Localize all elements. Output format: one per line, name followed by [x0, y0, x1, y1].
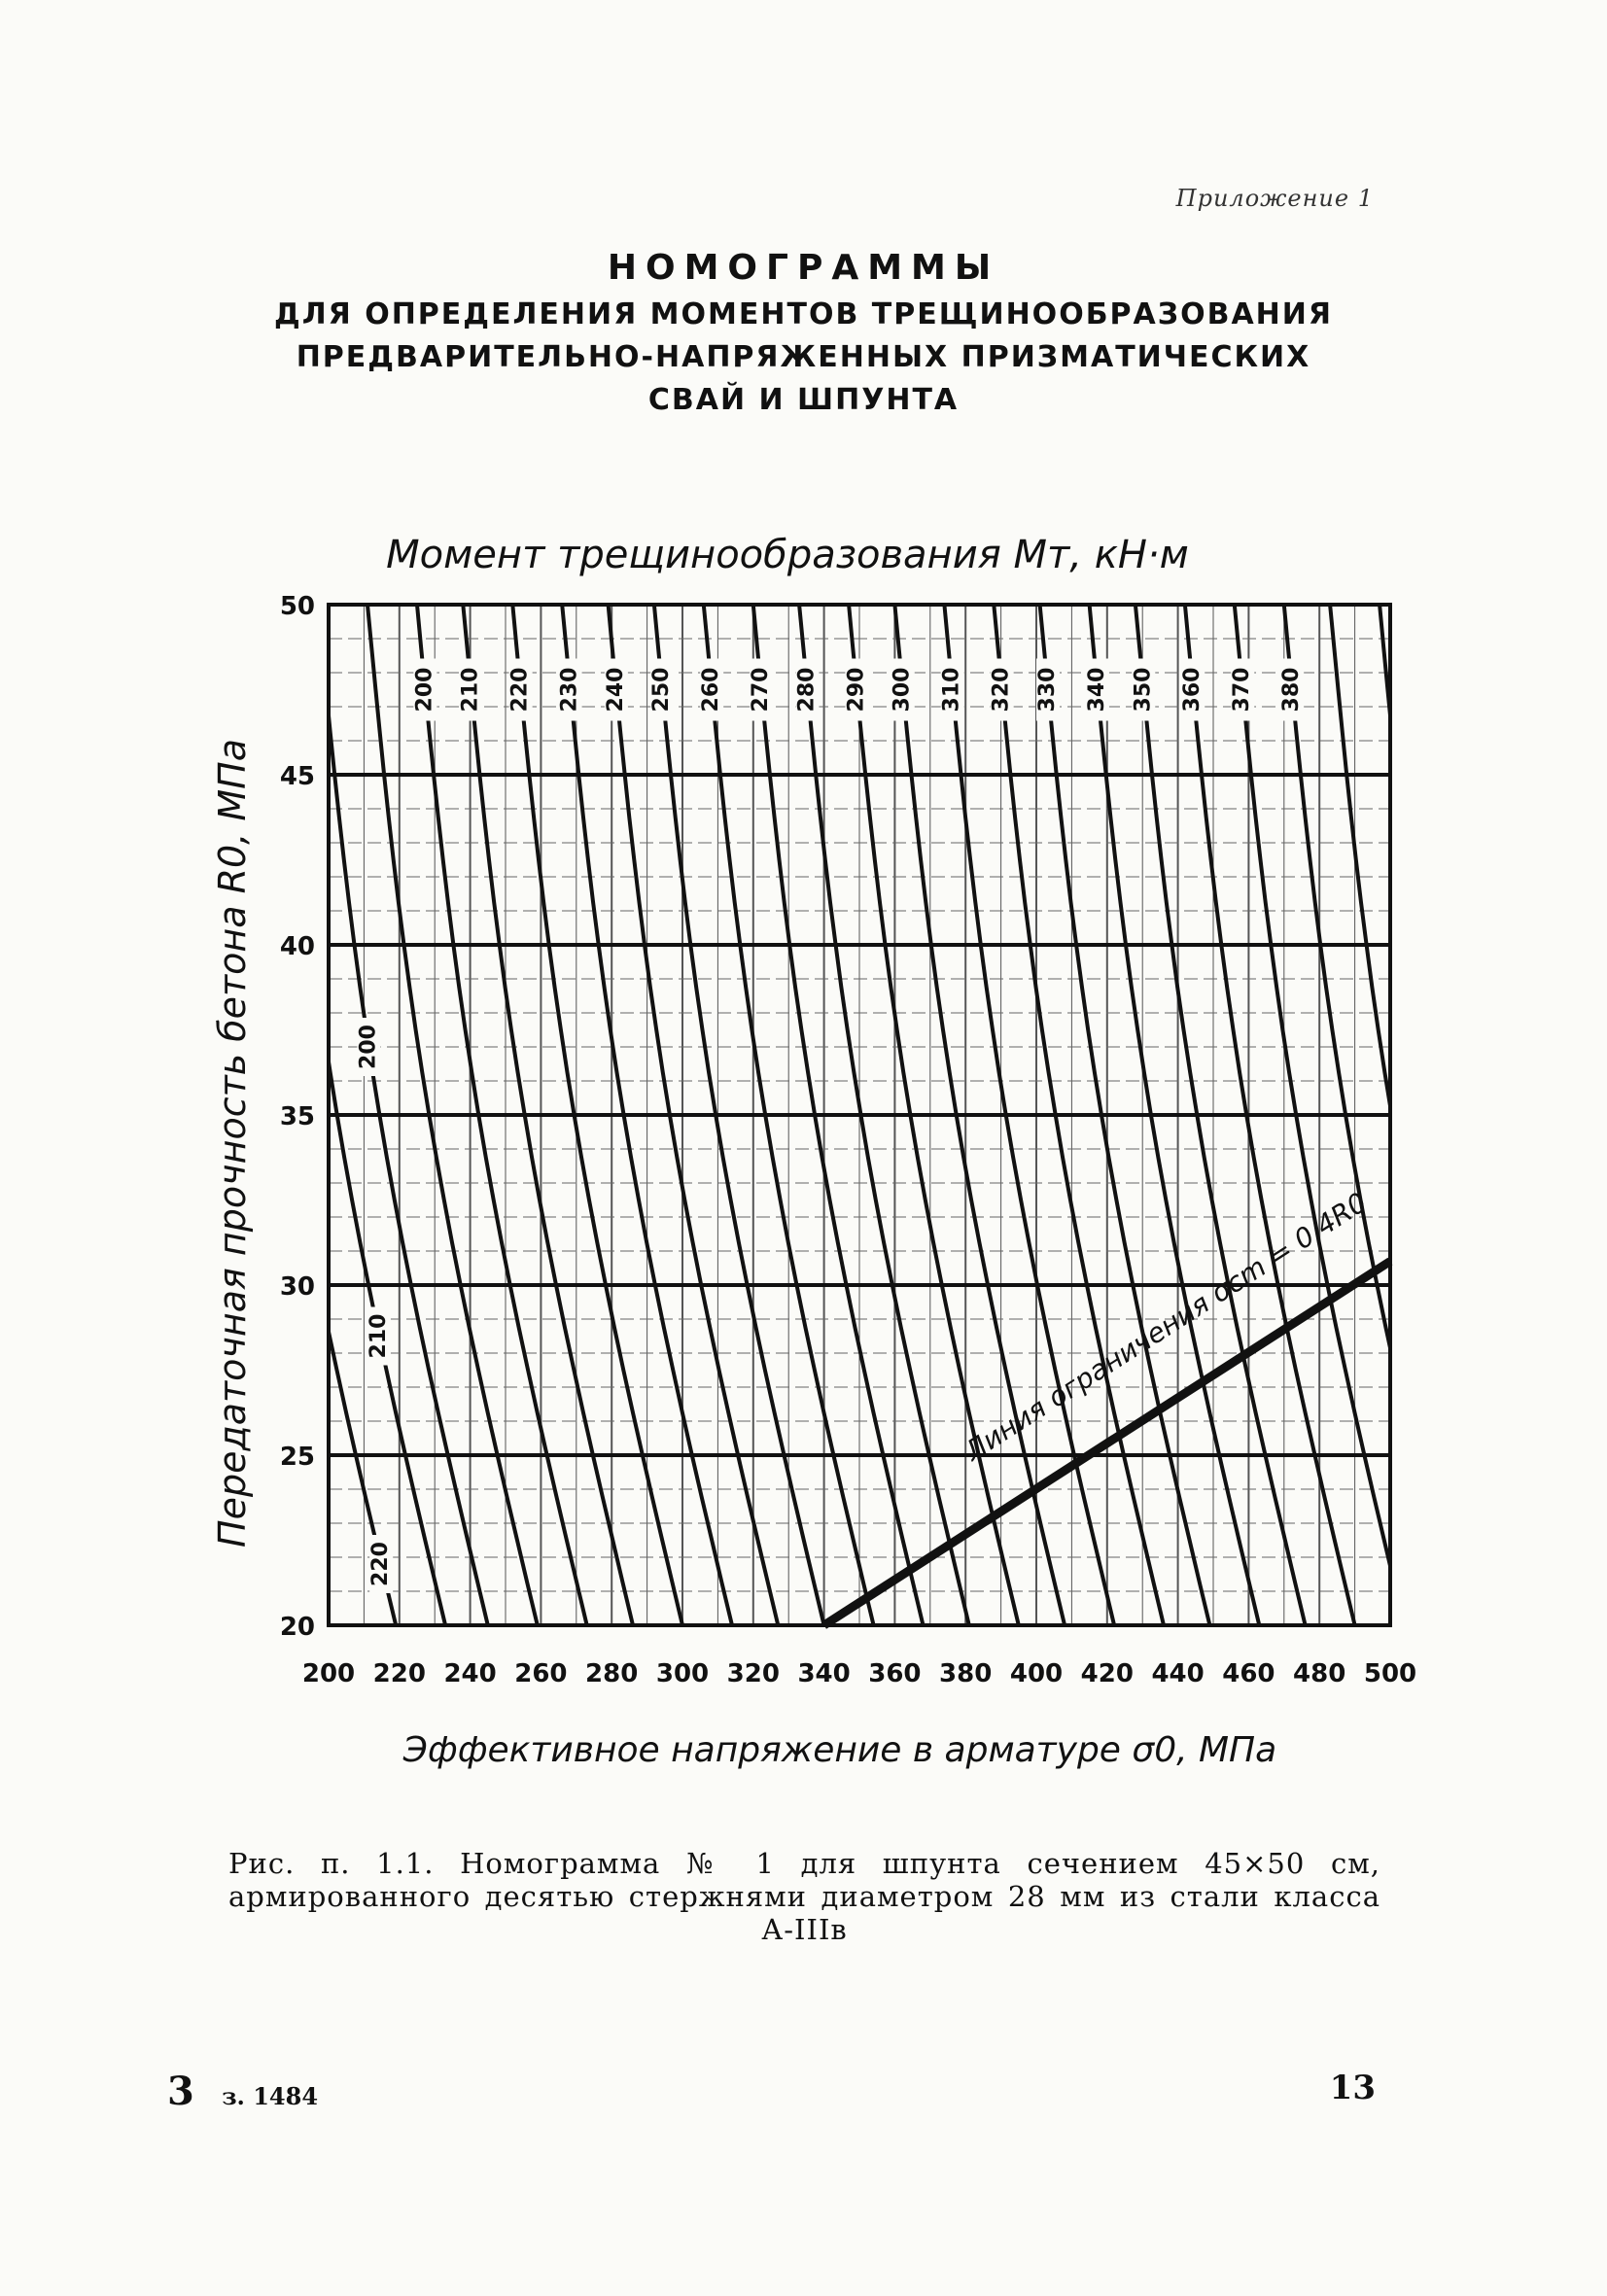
isoline-label: 320	[989, 667, 1014, 713]
title-line: ДЛЯ ОПРЕДЕЛЕНИЯ МОМЕНТОВ ТРЕЩИНООБРАЗОВАНИЯ	[274, 297, 1333, 331]
isoline	[1380, 605, 1550, 1625]
x-tick-label: 220	[372, 1659, 426, 1688]
footer-left	[167, 2069, 318, 2114]
isoline-label: 200	[356, 1025, 381, 1069]
isoline-label: 220	[507, 667, 533, 713]
x-tick-label: 260	[514, 1659, 568, 1688]
x-tick-label: 400	[1009, 1659, 1064, 1688]
isoline-label: 260	[699, 667, 724, 713]
x-tick-label: 460	[1222, 1659, 1275, 1688]
isoline-label: 300	[890, 667, 915, 713]
title-line: СВАЙ И ШПУНТА	[647, 383, 960, 417]
page-title: НОМОГРАММЫ	[607, 248, 1000, 288]
order-number: з. 1484	[222, 2082, 319, 2110]
isoline-label: 280	[794, 667, 820, 713]
figure-caption: Рис. п. 1.1. Номограмма № 1 для шпунта сечением 45×50 см, армированного десятью стержнями диаметром 28 мм из стали класса А-IIIв	[228, 1847, 1380, 1946]
x-tick-label: 440	[1151, 1659, 1205, 1688]
isoline-label: 380	[1279, 667, 1305, 713]
chart-layer	[226, 592, 1598, 1688]
isoline	[1429, 605, 1599, 1625]
isoline-label: 240	[603, 667, 628, 713]
y-tick-label: 30	[279, 1272, 315, 1302]
page-number: 13	[1329, 2069, 1376, 2107]
isoline-label: 290	[844, 667, 869, 713]
isoline-label: 370	[1230, 667, 1255, 713]
title-line: ПРЕДВАРИТЕЛЬНО-НАПРЯЖЕННЫХ ПРИЗМАТИЧЕСКИХ	[296, 340, 1311, 374]
y-tick-label: 50	[279, 592, 315, 621]
x-tick-label: 480	[1293, 1659, 1346, 1688]
x-tick-label: 500	[1363, 1659, 1417, 1688]
isoline-label: 350	[1131, 667, 1156, 713]
isoline-label: 270	[749, 667, 774, 713]
chart-title: Момент трещинообразования Mт, кН·м	[386, 533, 1189, 577]
x-tick-label: 280	[585, 1659, 639, 1688]
x-tick-label: 300	[655, 1659, 710, 1688]
appendix-label: Приложение 1	[1175, 185, 1374, 212]
isoline-label: 340	[1084, 667, 1109, 713]
sheet-number: 3	[167, 2069, 194, 2114]
y-tick-label: 25	[279, 1443, 315, 1472]
isoline-label: 250	[649, 667, 675, 713]
isoline-label: 360	[1180, 667, 1205, 713]
isoline-label: 310	[939, 667, 964, 713]
y-tick-label: 20	[279, 1613, 315, 1642]
x-tick-label: 320	[726, 1659, 780, 1688]
isoline-label: 210	[458, 667, 483, 713]
isoline-label: 230	[557, 667, 582, 713]
isoline-label: 210	[366, 1313, 391, 1359]
x-tick-label: 340	[797, 1659, 851, 1688]
isoline-label: 330	[1034, 667, 1060, 713]
y-tick-label: 40	[279, 932, 315, 961]
y-axis-label: Передаточная прочность бетона R0, МПа	[211, 739, 254, 1548]
isoline-label: 200	[412, 667, 437, 713]
x-tick-label: 240	[443, 1659, 497, 1688]
x-tick-label: 360	[868, 1659, 922, 1688]
x-axis-label: Эффективное напряжение в арматуре σ0, МПа	[402, 1730, 1277, 1770]
x-tick-label: 200	[301, 1659, 356, 1688]
x-tick-label: 380	[939, 1659, 993, 1688]
y-tick-label: 45	[279, 762, 315, 791]
limit-line-label: Линия ограничения σcm = 0,4R0	[959, 1186, 1373, 1468]
isoline-label: 220	[368, 1542, 394, 1586]
x-tick-label: 420	[1080, 1659, 1134, 1688]
y-tick-label: 35	[279, 1102, 315, 1131]
